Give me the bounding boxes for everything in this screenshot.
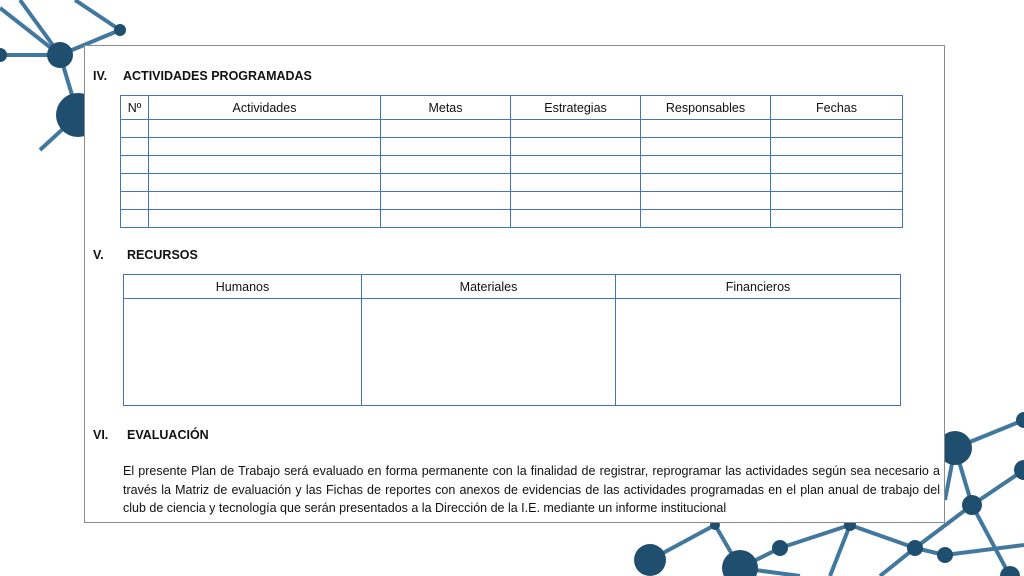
table-cell (149, 174, 381, 192)
table-cell (511, 156, 641, 174)
section-v-heading (93, 248, 198, 262)
table-cell (121, 192, 149, 210)
table-cell (149, 120, 381, 138)
table-cell (149, 192, 381, 210)
section-v-number: V. (93, 248, 104, 262)
materiales-cell (362, 299, 616, 406)
column-header-fechas: Fechas (771, 96, 903, 120)
section-iv-heading (93, 69, 312, 83)
column-header-materiales: Materiales (362, 275, 616, 299)
resources-table (123, 274, 901, 406)
table-cell (121, 138, 149, 156)
table-cell (771, 156, 903, 174)
table-cell (771, 192, 903, 210)
table-cell (771, 120, 903, 138)
table-cell (511, 192, 641, 210)
table-cell (121, 210, 149, 228)
evaluation-paragraph: El presente Plan de Trabajo será evaluado en forma permanente con la finalidad de registrar, reprogramar las actividades según sea necesario a través la Matriz de evaluación y las Fichas de reportes con anexos de evidencias de las actividades programadas en el plan anual de trabajo del club de ciencia y tecnología que serán presentados a la Dirección de la I.E. mediante un informe institucional (123, 464, 940, 515)
column-header-responsables: Responsables (641, 96, 771, 120)
table-cell (641, 138, 771, 156)
table-row (121, 174, 903, 192)
table-row (121, 210, 903, 228)
financieros-cell (616, 299, 901, 406)
column-header-actividades: Actividades (149, 96, 381, 120)
table-cell (149, 138, 381, 156)
section-vi-heading (93, 428, 209, 442)
section-iv-number: IV. (93, 69, 108, 83)
table-cell (511, 174, 641, 192)
table-row (121, 138, 903, 156)
table-cell (381, 138, 511, 156)
table-row (121, 120, 903, 138)
table-cell (771, 174, 903, 192)
table-cell (511, 210, 641, 228)
table-cell (381, 210, 511, 228)
resources-header-row (124, 275, 901, 299)
table-cell (511, 138, 641, 156)
column-header-humanos: Humanos (124, 275, 362, 299)
table-cell (641, 174, 771, 192)
table-cell (149, 156, 381, 174)
table-cell (121, 120, 149, 138)
table-cell (641, 192, 771, 210)
column-header-number: Nº (121, 96, 149, 120)
humanos-cell (124, 299, 362, 406)
table-cell (771, 138, 903, 156)
column-header-estrategias: Estrategias (511, 96, 641, 120)
table-cell (641, 120, 771, 138)
document-sheet (84, 45, 945, 523)
section-iv-title: ACTIVIDADES PROGRAMADAS (123, 69, 312, 83)
column-header-financieros: Financieros (616, 275, 901, 299)
section-v-title: RECURSOS (127, 248, 198, 262)
table-cell (641, 210, 771, 228)
table-cell (381, 156, 511, 174)
table-cell (641, 156, 771, 174)
resources-body-row (124, 299, 901, 406)
table-cell (149, 210, 381, 228)
table-cell (121, 156, 149, 174)
table-cell (381, 192, 511, 210)
activities-table (120, 95, 903, 228)
table-row (121, 156, 903, 174)
column-header-metas: Metas (381, 96, 511, 120)
table-cell (381, 120, 511, 138)
section-vi-number: VI. (93, 428, 109, 442)
table-cell (771, 210, 903, 228)
activities-table-body (121, 120, 903, 228)
table-cell (381, 174, 511, 192)
table-row (121, 192, 903, 210)
table-cell (121, 174, 149, 192)
table-cell (511, 120, 641, 138)
section-vi-title: EVALUACIÓN (127, 428, 209, 442)
activities-header-row (121, 96, 903, 120)
